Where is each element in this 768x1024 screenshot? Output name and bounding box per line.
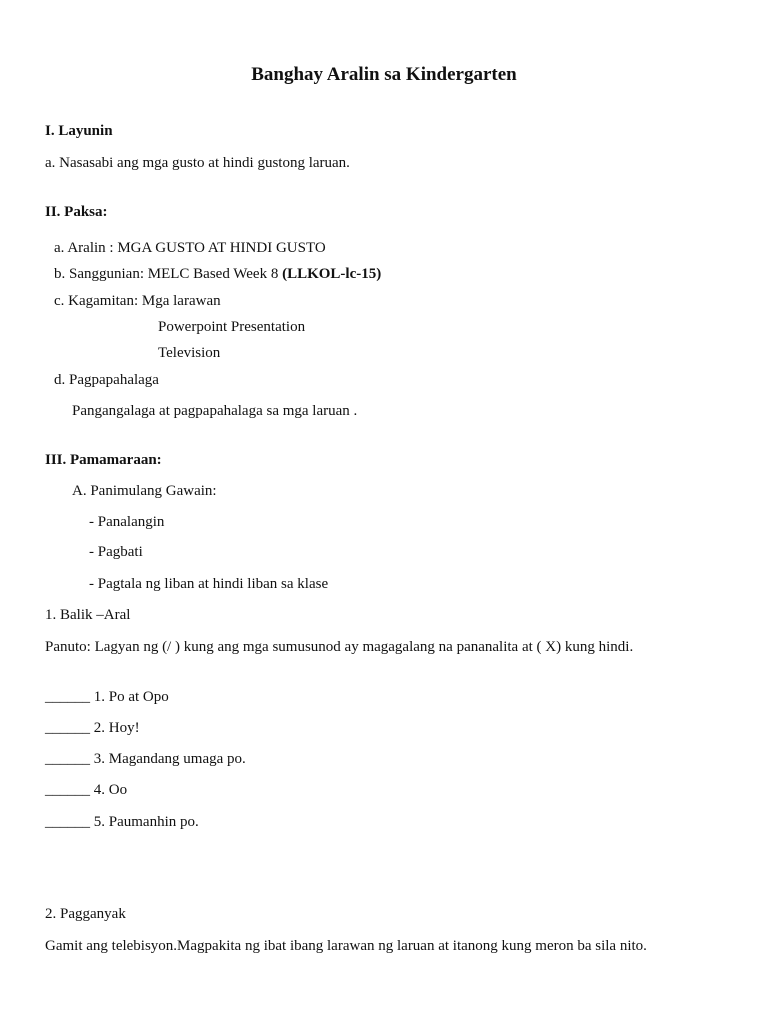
quiz-item: ______ 2. Hoy! [45,720,140,736]
balik-aral-heading: 1. Balik –Aral [45,607,131,623]
paksa-aralin: a. Aralin : MGA GUSTO AT HINDI GUSTO [54,240,326,256]
paksa-kagamitan: c. Kagamitan: Mga larawan [54,293,221,309]
pamamaraan-heading: III. Pamamaraan: [45,452,162,468]
quiz-item: ______ 4. Oo [45,782,128,798]
sanggunian-code: (LLKOL-lc-15) [282,266,382,282]
layunin-heading: I. Layunin [45,123,113,139]
kagamitan-item-2: Powerpoint Presentation [158,319,306,335]
quiz-item: ______ 3. Magandang umaga po. [45,751,246,767]
quiz-item: ______ 1. Po at Opo [45,689,169,705]
panimulang-gawain: A. Panimulang Gawain: [72,483,217,499]
gawain-item: - Pagbati [89,544,143,560]
paksa-pagpapahalaga: d. Pagpapahalaga [54,372,159,388]
pagganyak-text: Gamit ang telebisyon.Magpakita ng ibat ibang larawan ng laruan at itanong kung meron ba sila nito. [45,938,647,954]
paksa-sanggunian [54,265,381,283]
quiz-item: ______ 5. Paumanhin po. [45,814,199,830]
pagganyak-heading: 2. Pagganyak [45,906,126,922]
panuto-text: Panuto: Lagyan ng (/ ) kung ang mga sumusunod ay magagalang na pananalita at ( X) kung hindi. [45,639,634,655]
kagamitan-item-3: Television [158,345,221,361]
layunin-item-a: a. Nasasabi ang mga gusto at hindi gustong laruan. [45,155,350,171]
paksa-heading: II. Paksa: [45,204,108,220]
pagpapahalaga-text: Pangangalaga at pagpapahalaga sa mga laruan . [72,403,358,419]
sanggunian-text: b. Sanggunian: MELC Based Week 8 [54,266,283,282]
gawain-item: - Pagtala ng liban at hindi liban sa klase [89,576,329,592]
document-title: Banghay Aralin sa Kindergarten [251,64,517,85]
gawain-item: - Panalangin [89,514,165,530]
